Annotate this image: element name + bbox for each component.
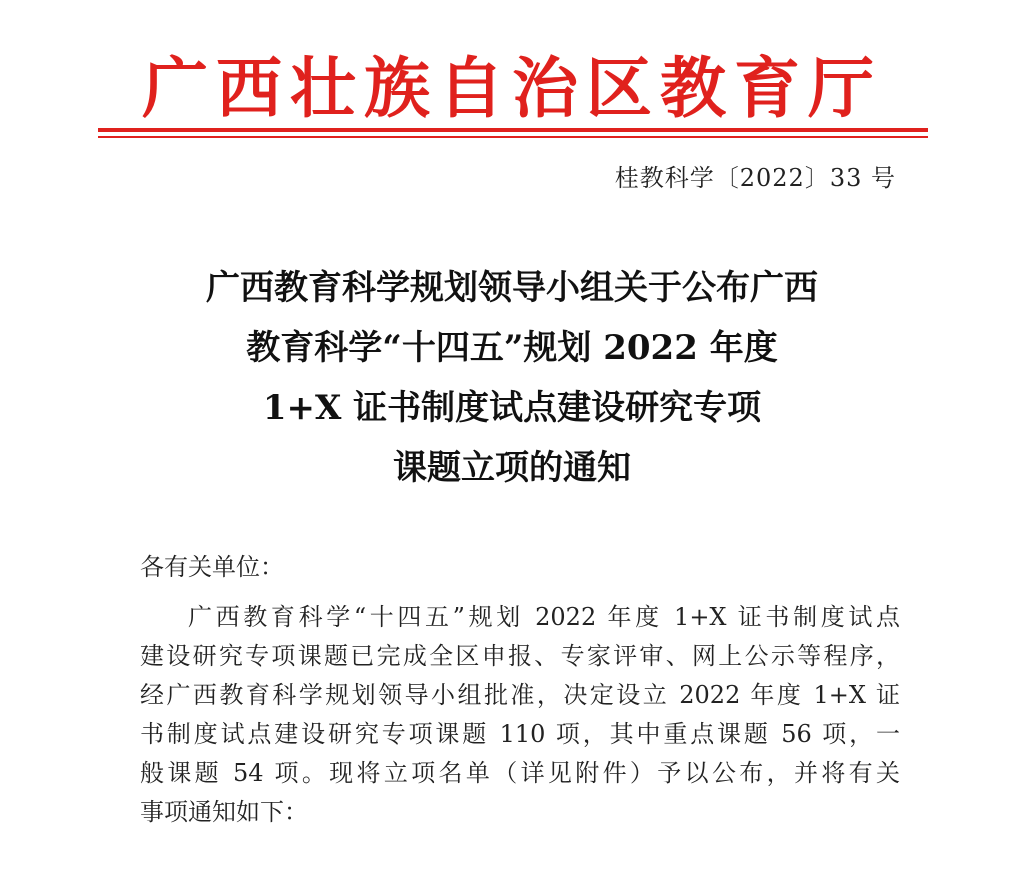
agency-masthead: 广西壮族自治区教育厅 (142, 49, 882, 127)
masthead-red-rule-thin (98, 136, 928, 138)
document-number: 桂教科学〔2022〕33 号 (614, 164, 896, 192)
notice-title-line: 广西教育科学规划领导小组关于公布广西 (206, 268, 818, 308)
notice-title-line: 1+X 证书制度试点建设研究专项 (262, 388, 762, 428)
salutation: 各有关单位： (140, 553, 284, 581)
notice-title-line: 课题立项的通知 (393, 448, 631, 488)
body-line: 广西教育科学“十四五”规划 2022 年度 1+X 证书制度试点 (188, 603, 900, 631)
body-line: 建设研究专项课题已完成全区申报、专家评审、网上公示等程序， (140, 642, 900, 670)
notice-title (0, 258, 1024, 498)
body-line: 事项通知如下： (140, 798, 308, 826)
body-line: 书制度试点建设研究专项课题 110 项，其中重点课题 56 项，一 (140, 720, 900, 748)
body-line: 般课题 54 项。现将立项名单（详见附件）予以公布，并将有关 (140, 759, 900, 787)
body-paragraph (140, 598, 900, 832)
notice-title-line: 教育科学“十四五”规划 2022 年度 (246, 328, 778, 368)
body-line: 经广西教育科学规划领导小组批准，决定设立 2022 年度 1+X 证 (140, 681, 900, 709)
masthead-red-rule-thick (98, 128, 928, 132)
